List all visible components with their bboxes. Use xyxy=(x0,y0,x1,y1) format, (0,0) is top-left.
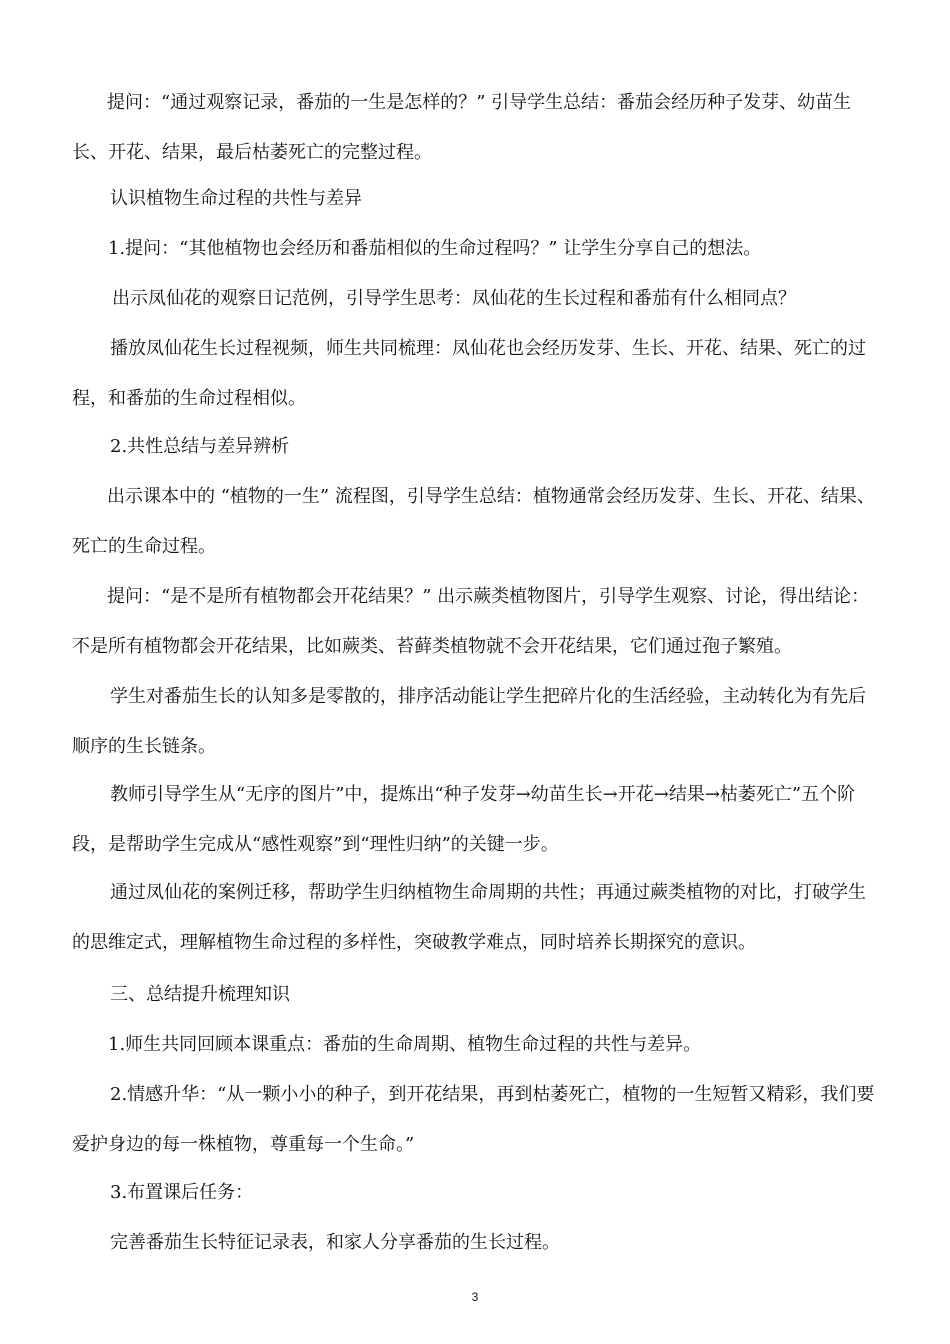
paragraph-1: 提问：“通过观察记录，番茄的一生是怎样的？” 引导学生总结：番茄会经历种子发芽、幼苗生长、开花、结果，最后枯萎死亡的完整过程。 xyxy=(72,92,852,163)
paragraph-8: 教师引导学生从“无序的图片”中，提炼出“种子发芽→幼苗生长→开花→结果→枯萎死亡”五个阶段，是帮助学生完成从“感性观察”到“理性归纳”的关键一步。 xyxy=(72,784,856,855)
paragraph-7: 学生对番茄生长的认知多是零散的，排序活动能让学生把碎片化的生活经验，主动转化为有先后顺序的生长链条。 xyxy=(72,686,866,757)
paragraph-2: 1.提问：“其他植物也会经历和番茄相似的生命过程吗？” 让学生分享自己的想法。 xyxy=(108,238,762,259)
page-number: 3 xyxy=(471,1290,479,1304)
paragraph-9: 通过凤仙花的案例迁移，帮助学生归纳植物生命周期的共性；再通过蕨类植物的对比，打破学生的思维定式，理解植物生命过程的多样性，突破教学难点，同时培养长期探究的意识。 xyxy=(72,882,866,953)
paragraph-11: 2.情感升华：“从一颗小小的种子，到开花结果，再到枯萎死亡，植物的一生短暂又精彩，我们要爱护身边的每一株植物，尊重每一个生命。” xyxy=(72,1084,875,1155)
subheading-commonality-summary: 2.共性总结与差异辨析 xyxy=(110,436,290,457)
paragraph-10: 1.师生共同回顾本课重点：番茄的生命周期、植物生命过程的共性与差异。 xyxy=(108,1034,702,1055)
section-heading-summary: 三、总结提升梳理知识 xyxy=(110,984,290,1005)
paragraph-12: 3.布置课后任务： xyxy=(110,1182,254,1203)
section-heading-commonality: 认识植物生命过程的共性与差异 xyxy=(110,188,362,209)
paragraph-4: 播放凤仙花生长过程视频，师生共同梳理：凤仙花也会经历发芽、生长、开花、结果、死亡的过程，和番茄的生命过程相似。 xyxy=(72,338,866,409)
paragraph-3: 出示凤仙花的观察日记范例，引导学生思考：凤仙花的生长过程和番茄有什么相同点？ xyxy=(112,288,796,309)
paragraph-13: 完善番茄生长特征记录表，和家人分享番茄的生长过程。 xyxy=(110,1232,560,1253)
paragraph-6: 提问：“是不是所有植物都会开花结果？” 出示蕨类植物图片，引导学生观察、讨论，得出结论：不是所有植物都会开花结果，比如蕨类、苔藓类植物就不会开花结果，它们通过孢子繁殖。 xyxy=(72,586,870,657)
paragraph-5: 出示课本中的 “植物的一生” 流程图，引导学生总结：植物通常会经历发芽、生长、开花、结果、死亡的生命过程。 xyxy=(72,486,875,557)
